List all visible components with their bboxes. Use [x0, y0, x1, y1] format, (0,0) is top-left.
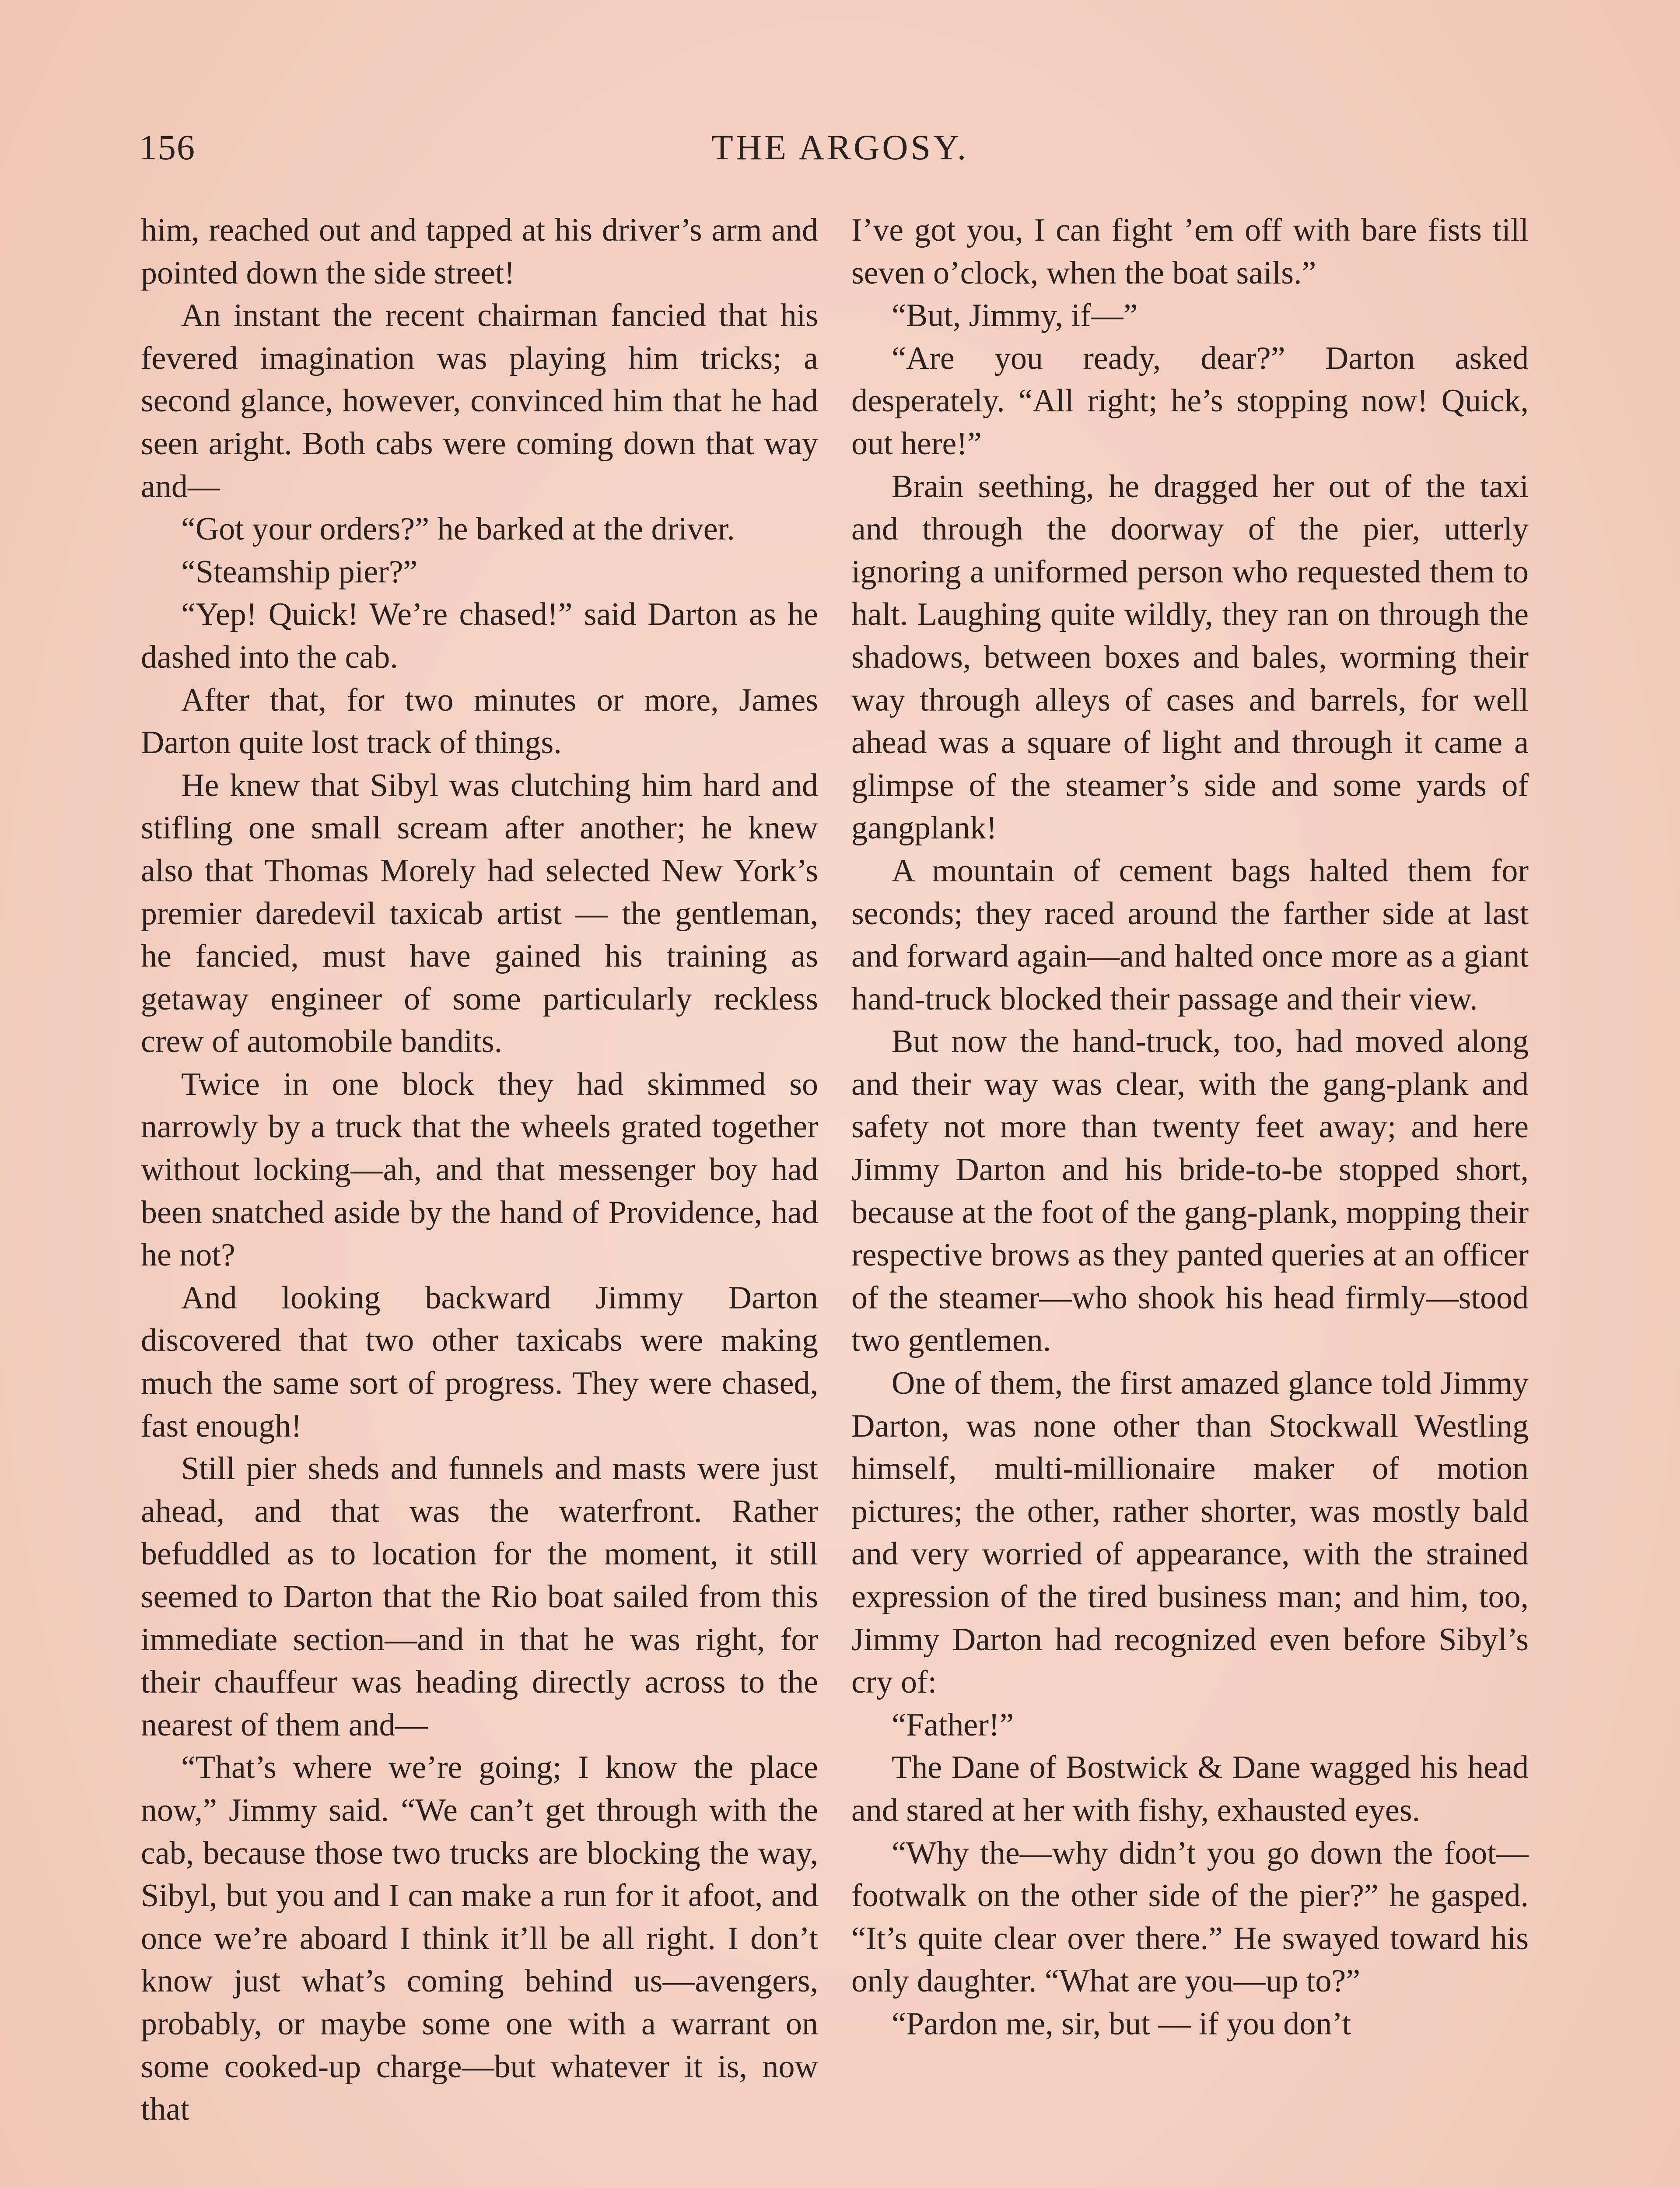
paragraph: “Steamship pier?” — [181, 554, 418, 590]
paragraph: “Pardon me, sir, but — if you don’t — [892, 2006, 1351, 2042]
right-column — [851, 209, 1529, 2046]
paragraph: “Father!” — [892, 1707, 1014, 1743]
paragraph: He knew that Sibyl was clutching him hard and stifling one small scream after another; he knew also that Thomas Morely had selected New York’s premier daredevil taxicab artist — the gentleman, he fancied, must have gained his training as getaway engineer of some particularly reckless crew of automobile bandits. — [141, 767, 818, 1060]
paragraph: “But, Jimmy, if—” — [892, 298, 1138, 334]
paragraph: After that, for two minutes or more, James Darton quite lost track of things. — [141, 682, 818, 761]
paragraph: Brain seething, he dragged her out of the taxi and through the doorway of the pier, utterly ignoring a uniformed person who requested them to halt. Laughing quite wildly, they ran on through the shadows, between boxes and bales, worming their way through alleys of cases and barrels, for well ahead was a square of light and through it came a glimpse of the steamer’s side and some yards of gangplank! — [851, 468, 1529, 846]
paragraph: “Yep! Quick! We’re chased!” said Darton as he dashed into the cab. — [141, 596, 818, 675]
running-head: THE ARGOSY. — [711, 127, 969, 167]
paragraph: “Why the—why didn’t you go down the foot—footwalk on the other side of the pier?” he gasped. “It’s quite clear over there.” He swayed toward his only daughter. “What are you—up to?” — [851, 1835, 1529, 1999]
left-column — [141, 209, 818, 2131]
paragraph: An instant the recent chairman fancied that his fevered imagination was playing him tricks; a second glance, however, convinced him that he had seen aright. Both cabs were coming down that way and— — [141, 298, 818, 505]
paragraph: “Are you ready, dear?” Darton asked desperately. “All right; he’s stopping now! Quick, out here!” — [851, 340, 1529, 462]
paragraph: “That’s where we’re going; I know the place now,” Jimmy said. “We can’t get through with the cab, because those two trucks are blocking the way, Sibyl, but you and I can make a run for it afoot, and once we’re aboard I think it’ll be all right. I don’t know just what’s coming behind us—avengers, probably, or maybe some one with a warrant on some cooked-up charge—but whatever it is, now that — [141, 1750, 818, 2128]
paragraph: Still pier sheds and funnels and masts were just ahead, and that was the waterfront. Rather befuddled as to location for the moment, it still seemed to Darton that the Rio boat sailed from this immediate section—and in that he was right, for their chauffeur was heading directly across to the nearest of them and— — [141, 1451, 818, 1743]
paragraph: “Got your orders?” he barked at the driver. — [181, 511, 735, 547]
paragraph: The Dane of Bostwick & Dane wagged his head and stared at her with fishy, exhausted eyes. — [851, 1750, 1529, 1828]
paragraph: A mountain of cement bags halted them for seconds; they raced around the farther side at last and forward again—and halted once more as a giant hand-truck blocked their passage and their view. — [851, 852, 1529, 1017]
paragraph: But now the hand-truck, too, had moved along and their way was clear, with the gang-plank and safety not more than twenty feet away; and here Jimmy Darton and his bride-to-be stopped short, because at the foot of the gang-plank, mopping their respective brows as they panted queries at an officer of the steamer—who shook his head firmly—stood two gentlemen. — [851, 1024, 1529, 1359]
paragraph: Twice in one block they had skimmed so narrowly by a truck that the wheels grated together without locking—ah, and that messenger boy had been snatched aside by the hand of Providence, had he not? — [141, 1066, 818, 1273]
paragraph: him, reached out and tapped at his driver’s arm and pointed down the side street! — [141, 212, 818, 291]
paragraph: And looking backward Jimmy Darton discovered that two other taxicabs were making much the same sort of progress. They were chased, fast enough! — [141, 1280, 818, 1444]
paragraph: One of them, the first amazed glance told Jimmy Darton, was none other than Stockwall Westling himself, multi-millionaire maker of motion pictures; the other, rather shorter, was mostly bald and very worried of appearance, with the strained expression of the tired business man; and him, too, Jimmy Darton had recognized even before Sibyl’s cry of: — [851, 1365, 1529, 1701]
page-number: 156 — [139, 127, 196, 167]
paragraph: I’ve got you, I can fight ’em off with bare fists till seven o’clock, when the boat sails.” — [851, 212, 1529, 291]
